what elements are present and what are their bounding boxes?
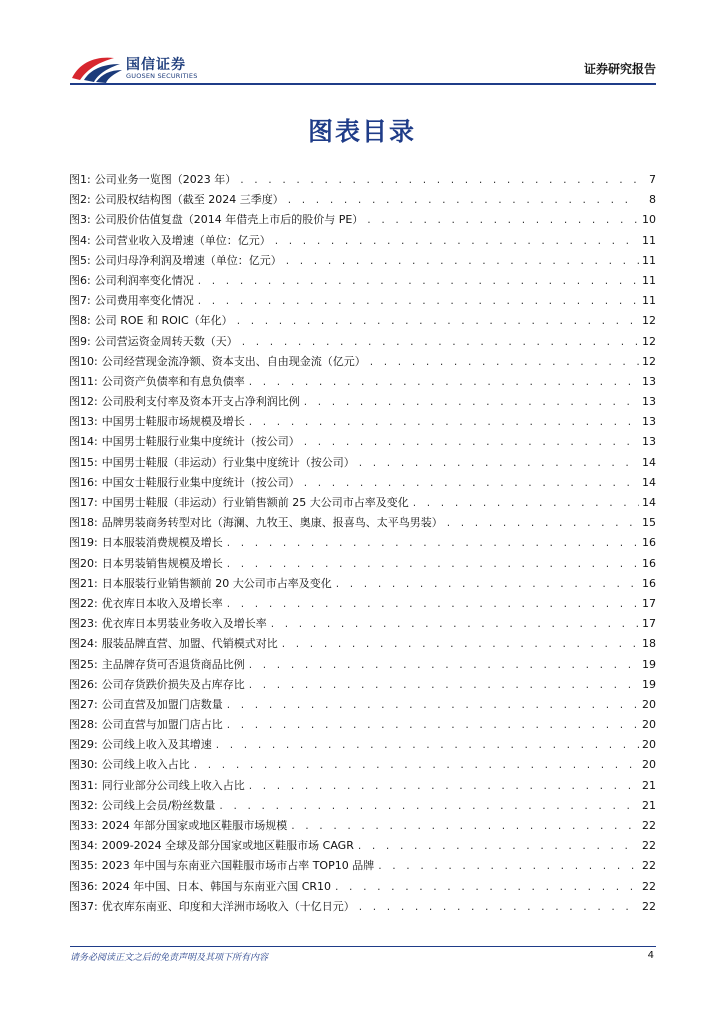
toc-dot-leader — [303, 393, 639, 413]
toc-dot-leader — [303, 433, 639, 453]
toc-entry-title: 公司费用率变化情况 — [94, 294, 194, 308]
toc-entry[interactable] — [69, 392, 656, 412]
report-type-label: 证券研究报告 — [583, 62, 656, 76]
toc-dot-leader — [248, 676, 639, 696]
toc-entry-title: 主品牌存货可否退货商品比例 — [101, 657, 245, 671]
toc-entry-page: 22 — [642, 819, 656, 832]
toc-entry[interactable] — [69, 655, 656, 675]
toc-entry-page: 20 — [642, 758, 656, 772]
toc-entry[interactable] — [69, 372, 656, 392]
toc-entry-title: 服装品牌直营、加盟、代销模式对比 — [101, 637, 278, 651]
toc-entry[interactable] — [69, 190, 656, 210]
toc-entry[interactable] — [69, 513, 656, 533]
toc-entry-title: 公司股利支付率及资本开支占净利润比例 — [101, 395, 300, 409]
toc-dot-leader — [334, 878, 639, 898]
logo-english-name: GUOSEN SECURITIES — [126, 72, 198, 80]
toc-entry-label: 图5: — [69, 253, 91, 267]
toc-entry-page: 13 — [642, 395, 656, 409]
toc-dot-leader — [226, 534, 639, 554]
toc-entry-page: 8 — [649, 193, 656, 207]
toc-dot-leader — [377, 857, 639, 877]
toc-entry-title: 公司股价估值复盘（2014 年借壳上市后的股价与 PE） — [94, 213, 364, 227]
toc-entry[interactable] — [69, 816, 656, 836]
toc-dot-leader — [412, 494, 639, 514]
toc-dot-leader — [236, 312, 639, 332]
toc-entry[interactable] — [69, 796, 656, 816]
toc-dot-leader — [358, 898, 639, 918]
toc-entry[interactable] — [69, 432, 656, 452]
toc-dot-leader — [274, 232, 639, 252]
toc-entry-title: 日本服装消费规模及增长 — [101, 536, 223, 550]
toc-entry[interactable] — [69, 231, 656, 251]
toc-entry-page: 20 — [642, 738, 656, 752]
toc-dot-leader — [369, 353, 639, 373]
toc-entry-title: 公司归母净利润及增速（单位：亿元） — [94, 253, 282, 267]
toc-entry-page: 13 — [642, 415, 656, 429]
toc-dot-leader — [358, 454, 639, 474]
toc-dot-leader — [197, 292, 639, 312]
toc-entry-label: 图13: — [69, 415, 98, 429]
toc-entry-page: 11 — [642, 253, 656, 267]
toc-entry-label: 图29: — [69, 738, 98, 752]
toc-entry-page: 21 — [642, 778, 656, 792]
toc-entry-page: 14 — [642, 475, 656, 489]
toc-entry-label: 图12: — [69, 395, 98, 409]
toc-dot-leader — [290, 817, 639, 837]
toc-entry-title: 中国男士鞋服市场规模及增长 — [101, 415, 245, 429]
footer-divider — [70, 946, 656, 947]
toc-entry-label: 图10: — [69, 354, 98, 368]
toc-dot-leader — [226, 555, 639, 575]
toc-entry-label: 图25: — [69, 657, 98, 671]
toc-entry[interactable] — [69, 614, 656, 634]
toc-entry-label: 图36: — [69, 879, 98, 893]
toc-dot-leader — [248, 777, 639, 797]
toc-entry-page: 14 — [642, 496, 656, 509]
toc-entry-title: 品牌男装商务转型对比（海澜、九牧王、奥康、报喜鸟、太平鸟男装） — [101, 516, 443, 530]
toc-entry[interactable] — [69, 776, 656, 796]
toc-entry-title: 公司线上收入占比 — [101, 758, 190, 772]
toc-entry-page: 11 — [642, 233, 656, 247]
toc-dot-leader — [248, 656, 639, 676]
toc-entry[interactable] — [69, 332, 656, 352]
toc-entry-title: 中国男士鞋服行业集中度统计（按公司） — [101, 435, 300, 449]
toc-entry-label: 图17: — [69, 496, 98, 509]
toc-entry-label: 图1: — [69, 173, 91, 186]
toc-entry-title: 公司资产负债率和有息负债率 — [101, 374, 245, 388]
toc-entry[interactable] — [69, 473, 656, 493]
toc-entry[interactable] — [69, 594, 656, 614]
toc-entry-page: 13 — [642, 374, 656, 388]
toc-entry-page: 17 — [642, 596, 656, 610]
toc-entry-label: 图24: — [69, 637, 98, 651]
toc-entry-title: 公司营运资金周转天数（天） — [94, 334, 238, 348]
toc-entry[interactable] — [69, 634, 656, 654]
toc-entry[interactable] — [69, 574, 656, 594]
toc-entry-title: 公司线上收入及其增速 — [101, 738, 212, 752]
toc-entry[interactable] — [69, 291, 656, 311]
toc-entry[interactable] — [69, 755, 656, 775]
toc-dot-leader — [248, 413, 639, 433]
toc-entry-label: 图9: — [69, 334, 91, 348]
toc-entry[interactable] — [69, 210, 656, 230]
toc-entry-label: 图4: — [69, 233, 91, 247]
toc-entry-label: 图18: — [69, 516, 98, 530]
toc-entry-title: 中国女士鞋服行业集中度统计（按公司） — [101, 475, 300, 489]
toc-entry-label: 图3: — [69, 213, 91, 227]
page-number: 4 — [647, 950, 654, 961]
toc-entry-page: 14 — [642, 455, 656, 469]
toc-dot-leader — [303, 474, 639, 494]
toc-dot-leader — [241, 333, 639, 353]
toc-entry-title: 2024 年部分国家或地区鞋服市场规模 — [101, 819, 288, 832]
toc-entry-page: 18 — [642, 637, 656, 651]
toc-entry-label: 图28: — [69, 718, 98, 732]
toc-entry-label: 图22: — [69, 596, 98, 610]
toc-entry-label: 图8: — [69, 314, 91, 328]
toc-entry[interactable] — [69, 897, 656, 917]
toc-entry-title: 2023 年中国与东南亚六国鞋服市场市占率 TOP10 品牌 — [101, 859, 375, 873]
page-header — [70, 50, 656, 84]
toc-entry-page: 10 — [642, 213, 656, 227]
toc-dot-leader — [285, 252, 639, 272]
toc-entry-title: 优衣库日本男装业务收入及增长率 — [101, 617, 267, 631]
toc-entry-title: 优衣库东南亚、印度和大洋洲市场收入（十亿日元） — [101, 899, 355, 913]
toc-entry[interactable] — [69, 251, 656, 271]
toc-entry-title: 中国男士鞋服（非运动）行业销售额前 25 大公司市占率及变化 — [101, 496, 409, 509]
toc-entry-page: 19 — [642, 677, 656, 691]
toc-entry-page: 21 — [642, 798, 656, 812]
toc-entry-label: 图23: — [69, 617, 98, 631]
toc-entry[interactable] — [69, 735, 656, 755]
toc-entry-title: 公司利润率变化情况 — [94, 273, 194, 287]
toc-dot-leader — [248, 373, 639, 393]
toc-entry-page: 22 — [642, 879, 656, 893]
toc-dot-leader — [215, 736, 639, 756]
toc-entry[interactable] — [69, 412, 656, 432]
toc-entry-page: 11 — [642, 273, 656, 287]
toc-entry-title: 优衣库日本收入及增长率 — [101, 596, 223, 610]
toc-entry-page: 20 — [642, 718, 656, 732]
logo-chinese-name: 国信证券 — [126, 57, 186, 73]
toc-entry-title: 中国男士鞋服（非运动）行业集中度统计（按公司） — [101, 455, 355, 469]
toc-entry-label: 图35: — [69, 859, 98, 873]
toc-entry-label: 图33: — [69, 819, 98, 832]
toc-entry-page: 16 — [642, 556, 656, 570]
toc-dot-leader — [226, 595, 639, 615]
toc-dot-leader — [270, 615, 639, 635]
toc-entry[interactable] — [69, 533, 656, 553]
toc-entry-title: 公司存货跌价损失及占库存比 — [101, 677, 245, 691]
toc-entry-page: 11 — [642, 294, 656, 308]
toc-entry-page: 16 — [642, 576, 656, 590]
toc-entry-page: 12 — [642, 334, 656, 348]
toc-entry-page: 12 — [642, 354, 656, 368]
toc-dot-leader — [335, 575, 639, 595]
toc-entry-label: 图26: — [69, 677, 98, 691]
footer-disclaimer: 请务必阅读正文之后的免责声明及其项下所有内容 — [70, 953, 269, 963]
toc-entry[interactable] — [69, 271, 656, 291]
toc-entry-label: 图19: — [69, 536, 98, 550]
toc-dot-leader — [357, 837, 639, 857]
toc-entry-title: 日本服装行业销售额前 20 大公司市占率及变化 — [101, 576, 332, 590]
toc-dot-leader — [197, 272, 639, 292]
toc-entry-title: 2024 年中国、日本、韩国与东南亚六国 CR10 — [101, 879, 332, 893]
toc-dot-leader — [366, 211, 639, 231]
toc-entry-label: 图16: — [69, 475, 98, 489]
toc-entry-title: 2009-2024 全球及部分国家或地区鞋服市场 CAGR — [101, 839, 354, 853]
toc-dot-leader — [281, 635, 639, 655]
toc-entry[interactable] — [69, 311, 656, 331]
toc-entry[interactable] — [69, 554, 656, 574]
toc-entry-label: 图30: — [69, 758, 98, 772]
toc-dot-leader — [239, 171, 639, 191]
toc-entry-title: 公司营业收入及增速（单位：亿元） — [94, 233, 271, 247]
toc-entry-page: 17 — [642, 617, 656, 631]
toc-entry-title: 公司直营与加盟门店占比 — [101, 718, 223, 732]
toc-entry[interactable] — [69, 352, 656, 372]
toc-entry-label: 图2: — [69, 193, 91, 207]
toc-entry-title: 公司经营现金流净额、资本支出、自由现金流（亿元） — [101, 354, 366, 368]
toc-entry[interactable] — [69, 877, 656, 897]
table-of-figures — [69, 170, 656, 917]
toc-entry-page: 7 — [649, 173, 656, 186]
toc-dot-leader — [446, 514, 639, 534]
toc-entry[interactable] — [69, 675, 656, 695]
toc-entry-label: 图34: — [69, 839, 98, 853]
company-logo — [70, 52, 210, 84]
toc-entry-label: 图11: — [69, 374, 98, 388]
toc-entry[interactable] — [69, 453, 656, 473]
toc-entry-title: 公司业务一览图（2023 年） — [94, 173, 237, 186]
toc-entry-title: 公司直营及加盟门店数量 — [101, 697, 223, 711]
toc-dot-leader — [226, 716, 639, 736]
toc-entry-page: 22 — [642, 859, 656, 873]
toc-entry-label: 图31: — [69, 778, 98, 792]
toc-entry-title: 公司股权结构图（截至 2024 三季度） — [94, 193, 284, 207]
toc-entry-page: 12 — [642, 314, 656, 328]
toc-entry-label: 图15: — [69, 455, 98, 469]
toc-entry[interactable] — [69, 836, 656, 856]
toc-entry-page: 20 — [642, 697, 656, 711]
toc-entry-title: 公司 ROE 和 ROIC（年化） — [94, 314, 233, 328]
toc-entry[interactable] — [69, 856, 656, 876]
toc-entry-label: 图7: — [69, 294, 91, 308]
page-title: 图表目录 — [307, 117, 416, 146]
toc-entry-label: 图32: — [69, 798, 98, 812]
toc-entry-label: 图20: — [69, 556, 98, 570]
toc-entry-label: 图37: — [69, 899, 98, 913]
toc-dot-leader — [218, 797, 639, 817]
toc-entry-page: 19 — [642, 657, 656, 671]
toc-dot-leader — [226, 696, 639, 716]
toc-entry[interactable] — [69, 493, 656, 513]
toc-entry-label: 图27: — [69, 697, 98, 711]
toc-entry-page: 13 — [642, 435, 656, 449]
toc-entry-label: 图14: — [69, 435, 98, 449]
toc-entry[interactable] — [69, 695, 656, 715]
guosen-logo-icon — [70, 52, 124, 84]
toc-entry-title: 日本男装销售规模及增长 — [101, 556, 223, 570]
toc-dot-leader — [287, 191, 639, 211]
toc-entry-title: 同行业部分公司线上收入占比 — [101, 778, 245, 792]
toc-entry-label: 图21: — [69, 576, 98, 590]
toc-entry-page: 22 — [642, 839, 656, 853]
toc-entry-title: 公司线上会员/粉丝数量 — [101, 798, 216, 812]
toc-entry[interactable] — [69, 170, 656, 190]
toc-dot-leader — [193, 756, 639, 776]
toc-entry[interactable] — [69, 715, 656, 735]
toc-entry-label: 图6: — [69, 273, 91, 287]
toc-entry-page: 16 — [642, 536, 656, 550]
toc-entry-page: 15 — [642, 516, 656, 530]
toc-entry-page: 22 — [642, 899, 656, 913]
header-divider — [70, 83, 656, 85]
